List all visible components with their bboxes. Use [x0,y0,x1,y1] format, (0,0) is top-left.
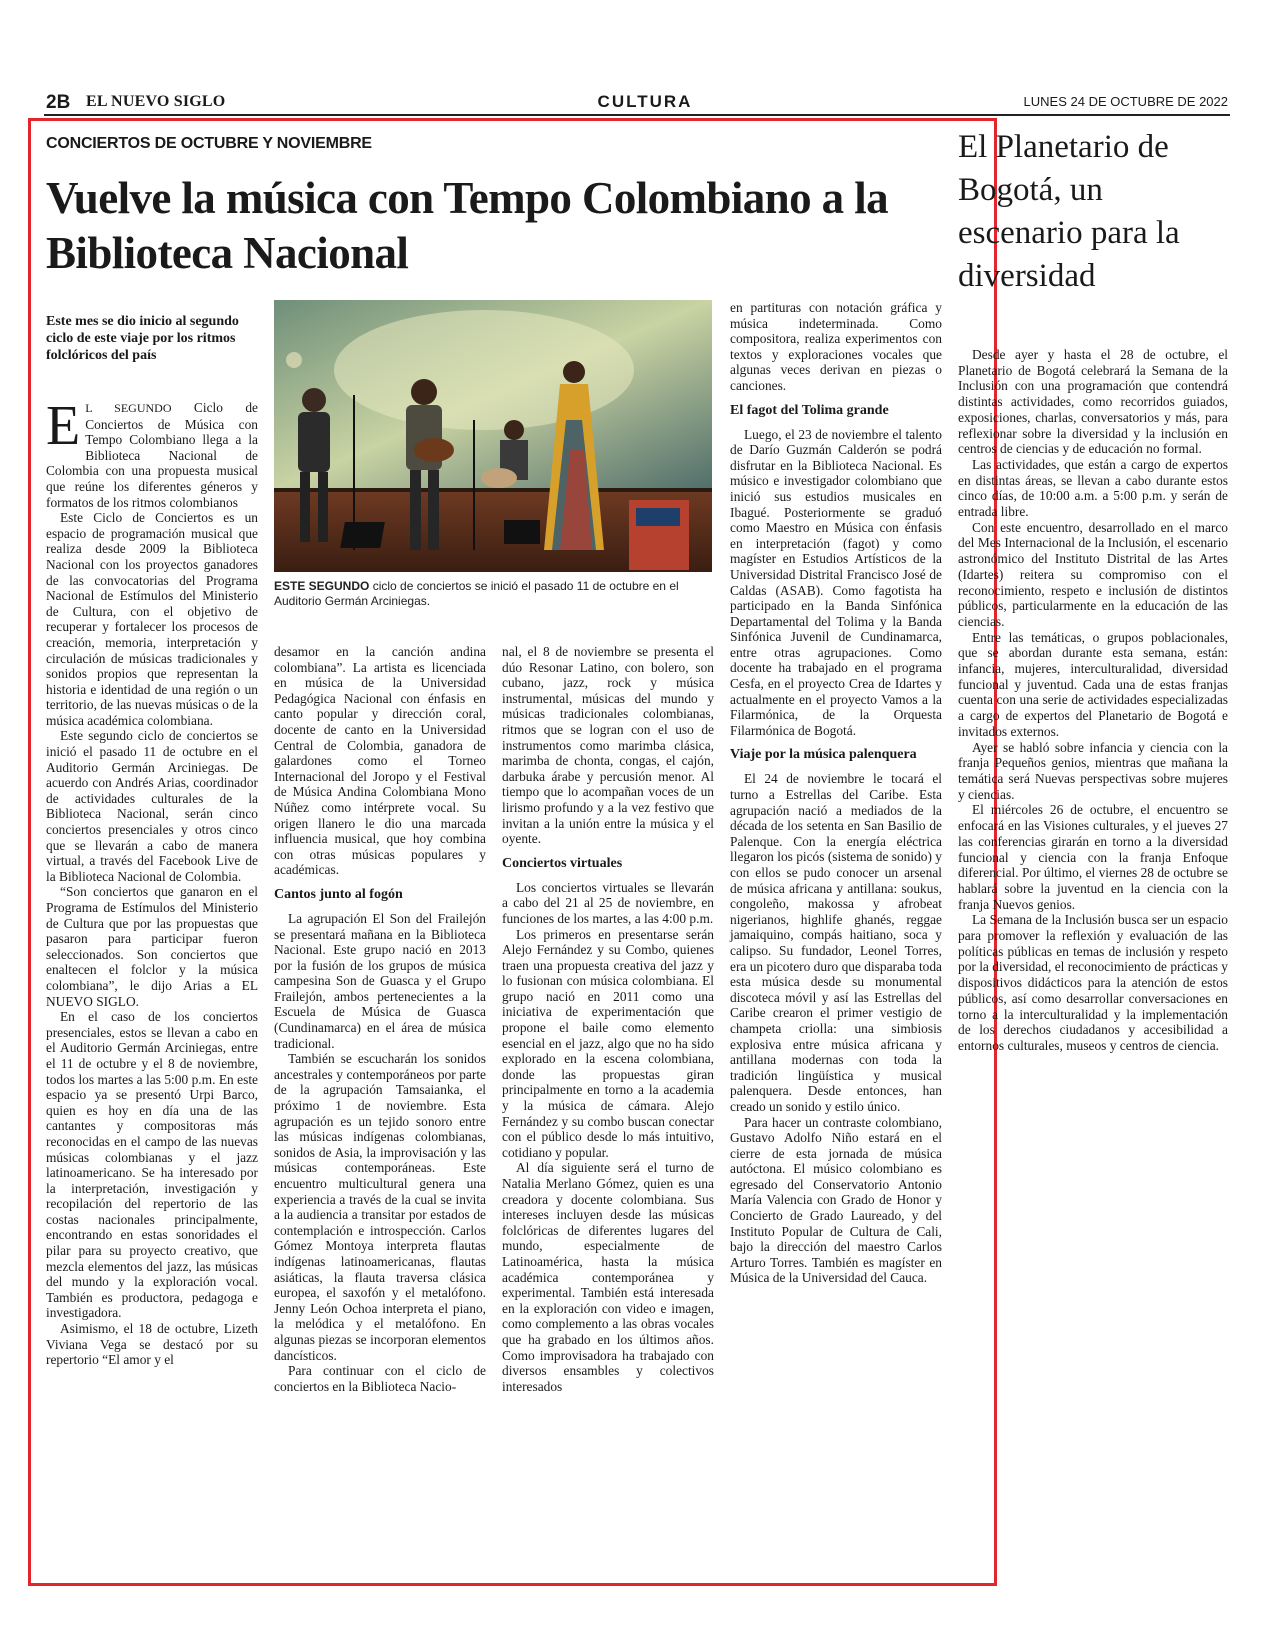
paragraph: Ayer se habló sobre infancia y ciencia con la franja Pequeños genios, mientras que mañana la temática será Nuevas perspectivas sobre mujeres y ciencias. [958,739,1228,802]
caption-text: ciclo de conciertos se inició el pasado 11 de octubre en el Auditorio Germán Arciniegas. [274,579,679,608]
paragraph: En el caso de los conciertos presenciales, estos se llevan a cabo en el Auditorio Germán Arciniegas, entre el 11 de octubre y el 8 de noviembre, todos los martes a las 5:00 p.m. En este espacio ya se presentó Urpi Barco, quien es hoy en día una de las cantantes y compositoras más reconocidas en el campo de las nuevas músicas colombianas y el jazz latinoamericano. Se ha interesado por la interpretación, investigación y recopilación del repertorio de las costas nacionales principalmente, encontrando en estas sonoridades el pilar para su proyecto creativo, que mezcla elementos del jazz, las músicas del mundo y la exploración vocal. También es productora, pedagoga e investigadora. [46,1009,258,1321]
article-deck: Este mes se dio inicio al segundo ciclo de este viaje por los ritmos folclóricos del país [46,314,239,363]
paragraph: La agrupación El Son del Frailejón se presentará mañana en la Biblioteca Nacional. Este grupo nació en 2013 por la fusión de los grupos de música campesina Son de Guasca y el Grupo Frailejón, ambos pertenecientes a la Escuela de Música de Guasca (Cundinamarca) en el área de música tradicional. [274,910,486,1051]
concert-photo-illustration [274,300,712,572]
lead-paragraph [46,395,258,510]
paragraph: Al día siguiente será el turno de Natalia Merlano Gómez, quien es una creadora y docente colombiana. Sus intereses incluyen desde las músicas folclóricas de diferentes lugares del mundo, especialmente de Latinoamérica, hasta la música académica contemporánea y experimental. También está interesada en la exploración con video e imagen, como complemento a las obras vocales que ha grabado en los últimos años. Como improvisadora ha trabajado con diversos ensambles y colectivos interesados [502,1160,714,1394]
photo-caption [274,579,714,609]
newspaper-name: EL NUEVO SIGLO [86,93,226,110]
sidebar-headline: El Planetario de Bogotá, un escenario para la diversidad [958,129,1180,294]
article-column-2 [274,644,486,1394]
paragraph: También se escucharán los sonidos ancestrales y contemporáneos por parte de la agrupación Tamsaianka, el próximo 1 de noviembre. Esta agrupación es un tejido sonoro entre las músicas indígenas colombianas, sonidos de Asia, la improvisación y las músicas contemporáneas. Este encuentro multicultural genera una experiencia a través de la cual se invita a la audiencia a transitar por estados de contemplación e introspección. Carlos Gómez Montoya interpreta flautas indígenas latinoamericanas, flautas asiáticas, la flauta traversa clásica europea, el saxofón y el metalófono. Jenny León Ochoa interpreta el piano, la melódica y el metalófono. En algunas piezas se incorporan elementos dancísticos. [274,1051,486,1363]
paragraph: Luego, el 23 de noviembre el talento de Darío Guzmán Calderón se podrá disfrutar en la Biblioteca Nacional. Es músico e investigador colombiano que inició sus estudios musicales en Ibagué. Posteriormente se graduó como Maestro en Música con énfasis en interpretación (fagot) y como magíster en Estudios Artísticos de la Universidad Distrital Francisco José de Caldas (ASAB). Como fagotista ha participado en la Banda Sinfónica Departamental del Tolima y la Banda Sinfónica Juvenil de Cundinamarca, entre otras agrupaciones. Como docente ha trabajado en el programa Cesfa, en el proyecto Crea de Idartes y actualmente en el proyecto Vamos a la Filarmónica, de la Orquesta Filarmónica de Bogotá. [730,426,942,738]
section-name: CULTURA [597,92,693,111]
paragraph: Los primeros en presentarse serán Alejo Fernández y su Combo, quienes traen una propuesta creativa del jazz y lo fusionan con música colombiana. El grupo nació en 2011 como una iniciativa de experimentación que propone el baile como elemento esencial en el jazz, algo que no ha sido explorado en la escena colombiana, donde las propuestas giran principalmente en torno a la academia y la música de cámara. Alejo Fernández y su combo buscan conectar con el público desde lo más intuitivo, cotidiano y popular. [502,926,714,1160]
paragraph: Los conciertos virtuales se llevarán a cabo del 21 al 25 de noviembre, en funciones de los martes, a las 4:00 p.m. [502,879,714,926]
paragraph: Entre las temáticas, o grupos poblacionales, que se abordan durante esta semana, están: infancia, mujeres, interculturalidad, diversidad funcional y juventud. Cada una de estas franjas cuenta con una serie de actividades especializadas a cargo de expertos del Planetario de Bogotá e invitados externos. [958,629,1228,739]
drop-cap: E [46,395,81,457]
paragraph: Para hacer un contraste colombiano, Gustavo Adolfo Niño estará en el cierre de esta jornada de música autóctona. El músico colombiano es egresado del Conservatorio Antonio María Valencia con Grado de Honor y Concierto de Grado Laureado, y del Instituto Popular de Cultura de Cali, bajo la dirección del maestro Carlos Arturo Torres. También es magíster en Música de la Universidad del Cauca. [730,1114,942,1286]
paragraph: nal, el 8 de noviembre se presenta el dúo Resonar Latino, con bolero, son cubano, jazz, rock y música instrumental, músicas del mundo y músicas tradicionales colombianas, ritmos que se logran con el uso de instrumentos como marimba clásica, marimba de chonta, congas, el cajón, darbuka árabe y percusión menor. Al tiempo que lo acompañan voces de un lirismo profundo y a la vez festivo que invitan a la unión entre la música y el oyente. [502,644,714,847]
subheading: Conciertos virtuales [502,855,623,871]
paragraph: El miércoles 26 de octubre, el encuentro se enfocará en las Visiones culturales, y el jueves 27 las conferencias girarán en torno a la diversidad funcional y ciencia con la franja Enfoque diferencial. Por último, el viernes 28 de octubre se hablará sobre la juventud en la ciencia con la franja Nuevos genios. [958,802,1228,912]
subheading: El fagot del Tolima grande [730,402,889,418]
paragraph: desamor en la canción andina colombiana”. La artista es licenciada en música de la Universidad Pedagógica Nacional con énfasis en canto popular y dirección coral, docente de canto en la Universidad Central de Colombia, ganadora de galardones como el Torneo Internacional del Joropo y el Festival de Música Andina Colombiana Mono Núñez como intérprete vocal. Su origen llanero le dio una marcada influencia musical, que hoy combina con otras músicas populares y académicas. [274,644,486,878]
paragraph: El 24 de noviembre le tocará el turno a Estrellas del Caribe. Esta agrupación nació a mediados de la década de los setenta en San Basilio de Palenque. Con la energía eléctrica llegaron los picós (sistema de sonido) y con ellos se pudo conocer un arsenal de música africana y antillana: soukus, congoleño, makossa y afrobeat nigerianos, highlife ghanés, reggae jamaiquino, compás haitiano, soca y calipso. Su fundador, Leonel Torres, era un picotero duro que disparaba toda esta música desde su monumental discoteca móvil y así las Estrellas del Caribe crearon el primer vestigio de champeta criolla: una simbiosis explosiva entre música africana y antillana modernas con toda la tradición lingüística y musical palenquera. Desde entonces, han creado un sonido y estilo único. [730,771,942,1114]
paragraph: Este Ciclo de Conciertos es un espacio de programación musical que realiza desde 2009 la Biblioteca Nacional con los proyectos ganadores de las convocatorias del Programa Nacional de Estímulos del Ministerio de Cultura, con el objetivo de recuperar y fortalecer los procesos de creación, memoria, interpretación y circulación de músicas tradicionales y sonidos propios que representan la historia e identidad de una región o un territorio, de las nuevas músicas o de la música académica colombiana. [46,510,258,728]
article-column-4 [730,300,942,1286]
caption-lead: ESTE SEGUNDO [274,579,370,593]
page-number: 2B [46,92,71,113]
concert-photo [274,300,712,572]
paragraph: “Son conciertos que ganaron en el Programa de Estímulos del Ministerio de Cultura que por las propuestas que pasaron para participar fueron seleccionados. Son conciertos que enaltecen el folclor y la música colombiana”, le dijo Arias a EL NUEVO SIGLO. [46,884,258,1009]
article-headline: Vuelve la música con Tempo Colombiano a la Biblioteca Nacional [46,173,888,278]
paragraph: en partituras con notación gráfica y música indeterminada. Como compositora, realiza experimentos con textos y exploraciones vocales que algunas veces derivan en piezas o canciones. [730,300,942,393]
paragraph: Con este encuentro, desarrollado en el marco del Mes Internacional de la Inclusión, el escenario astronómico del Instituto Distrital de las Artes (Idartes) reitera su compromiso con el reconocimiento, respeto e inclusión de distintos públicos, particularmente en la educación de las ciencias. [958,519,1228,629]
subheading: Viaje por la música palenquera [730,747,917,763]
paragraph: Las actividades, que están a cargo de expertos en distintas áreas, se llevan a cabo durante estos cinco días, de 10:00 a.m. a 5:00 p.m. y serán de entrada libre. [958,456,1228,520]
article-kicker: CONCIERTOS DE OCTUBRE Y NOVIEMBRE [46,135,372,152]
lead-caps: L SEGUNDO [85,401,172,415]
paragraph: Este segundo ciclo de conciertos se inició el pasado 11 de octubre en el Auditorio Germán Arciniegas. De acuerdo con Andrés Arias, coordinador de actividades culturales de la Biblioteca Nacional, serán cinco conciertos presenciales y otros cinco que se llevarán a cabo de manera virtual, a través del Facebook Live de la Biblioteca Nacional de Colombia. [46,728,258,884]
lead-text: Ciclo de Conciertos de Música con Tempo Colombiano llega a la Biblioteca Nacional de Colombia con una propuesta musical que reúne los diferentes géneros y formatos de los ritmos colombianos [46,400,258,510]
article-column-3 [502,644,714,1394]
subheading: Cantos junto al fogón [274,886,403,902]
paragraph: La Semana de la Inclusión busca ser un espacio para promover la reflexión y evaluación de las políticas públicas en temas de inclusión y respeto por la diversidad, el reconocimiento de prácticas y dispositivos didácticos para la atención de estos públicos, así como desarrollar conversaciones en torno a la interculturalidad y la implementación de los derechos ciudadanos y accesibilidad a entornos culturales, museos y centros de ciencia. [958,912,1228,1053]
paragraph: Para continuar con el ciclo de conciertos en la Biblioteca Nacio- [274,1363,486,1394]
paragraph: Desde ayer y hasta el 28 de octubre, el Planetario de Bogotá celebrará la Semana de la Inclusión con una programación que contendrá distintas actividades, como recorridos guiados, exposiciones, charlas, conversatorios y más, para reflexionar sobre la diversidad y la inclusión en centros de ciencias y de educación no formal. [958,347,1228,457]
issue-date: LUNES 24 DE OCTUBRE DE 2022 [1023,94,1228,109]
paragraph: Asimismo, el 18 de octubre, Lizeth Viviana Vega se destacó por su repertorio “El amor y el [46,1321,258,1368]
sidebar-column [958,347,1228,1054]
article-column-1 [46,395,258,1368]
header-divider [44,114,1230,116]
